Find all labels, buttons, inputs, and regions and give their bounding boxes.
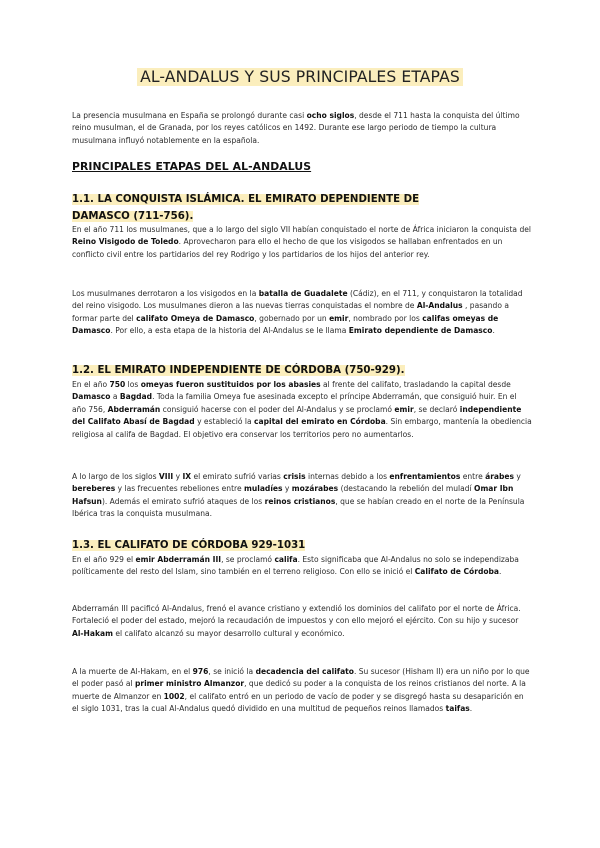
bold-text: primer ministro Almanzor xyxy=(134,679,245,689)
bold-text: capital del emirato en Córdoba xyxy=(254,417,386,427)
bold-text: Al-Andalus xyxy=(416,301,463,311)
section-3-heading-text: 1.3. EL CALIFATO DE CÓRDOBA 929-1031 xyxy=(72,540,306,551)
bold-text: IX xyxy=(182,472,192,481)
text-run: y las frecuentes rebeliones entre xyxy=(115,484,245,494)
text-run: , nombrado por los xyxy=(348,313,423,323)
text-run: (destacando la rebelión del muladí xyxy=(338,484,475,494)
section-2-heading xyxy=(72,362,405,379)
text-run: a xyxy=(110,392,120,402)
bold-text: taifas xyxy=(445,704,470,714)
text-run: y xyxy=(282,484,292,494)
bold-text: Abderramán xyxy=(107,404,161,414)
bold-text: emir xyxy=(394,404,414,414)
section-2-paragraph-1 xyxy=(72,379,532,441)
bold-text: VIII xyxy=(158,472,174,481)
page-title-text: AL-ANDALUS Y SUS PRINCIPALES ETAPAS xyxy=(137,68,463,86)
text-run: , se inició la xyxy=(208,667,256,676)
bold-text: independiente del Califato Abasí de Bagdad xyxy=(72,404,522,427)
bold-text: batalla de Guadalete xyxy=(258,289,348,298)
bold-text: Bagdad xyxy=(119,392,153,402)
section-3-paragraph-3 xyxy=(72,666,532,716)
text-run: y xyxy=(514,472,521,481)
text-run: Los musulmanes derrotaron a los visigodos en la xyxy=(72,289,259,298)
section-1-heading xyxy=(72,191,432,225)
bold-text: emir xyxy=(329,313,349,323)
section-1-paragraph-1 xyxy=(72,224,532,261)
bold-text: Damasco xyxy=(72,392,111,402)
text-run: A lo largo de los siglos xyxy=(72,472,159,481)
bold-text: enfrentamientos xyxy=(389,472,461,481)
section-3-paragraph-1 xyxy=(72,554,532,579)
bold-text: decadencia del califato xyxy=(255,667,354,676)
bold-text: Al-Hakam xyxy=(72,628,113,638)
bold-text: 976 xyxy=(192,667,209,676)
section-1-paragraph-2 xyxy=(72,288,532,338)
text-run: En el año xyxy=(72,380,110,389)
text-run: , desde el 711 hasta la conquista del último reino musulman, el de Granada, por los reyes católicos en 1492. Durante ese largo periodo de tiempo la cultura musulmana influyó notablemente en la española. xyxy=(72,111,520,145)
bold-text: omeyas fueron sustituidos por los abasies xyxy=(140,380,321,389)
text-run: el emirato sufrió varias xyxy=(191,472,284,481)
text-run: al frente del califato, trasladando la capital desde xyxy=(320,380,511,389)
text-run: , que dedicó su poder a la conquista de los reinos cristianos del norte. A la muerte de Almanzor en xyxy=(72,679,526,701)
text-run: . xyxy=(492,326,495,336)
text-run: consiguió hacerse con el poder del Al-Andalus y se proclamó xyxy=(160,404,395,414)
text-run: . xyxy=(499,567,502,577)
text-run: A la muerte de Al-Hakam, en el xyxy=(72,667,193,676)
text-run: Abderramán III pacificó Al-Andalus, frenó el avance cristiano y extendió los dominios del califato por el norte de África. Fortaleció el poder del estado, mejoró la recaudación de impuestos y con ello mejoró el ejército. Con su hijo y sucesor xyxy=(72,604,521,626)
text-run: y estableció la xyxy=(194,417,255,427)
text-run: . Aprovecharon para ello el hecho de que los visigodos se hallaban enfrentados en un conflicto civil entre los partidarios del rey Rodrigo y los partidarios de los hijos del anterior rey. xyxy=(72,237,503,259)
text-run: , pasando a formar parte del xyxy=(72,301,509,323)
section-subheading: PRINCIPALES ETAPAS DEL AL-ANDALUS xyxy=(72,160,312,173)
bold-text: Califato de Córdoba xyxy=(414,567,500,577)
text-run: y xyxy=(173,472,183,481)
section-3-paragraph-2 xyxy=(72,603,532,640)
text-run: . Su sucesor (Hisham II) era un niño por lo que el poder pasó al xyxy=(72,667,530,689)
bold-text: 1002 xyxy=(163,691,185,701)
bold-text: muladíes xyxy=(244,484,283,494)
text-run: entre xyxy=(460,472,486,481)
text-run: En el año 929 el xyxy=(72,555,136,564)
text-run: , se declaró xyxy=(413,404,460,414)
bold-text: Reino Visigodo de Toledo xyxy=(72,237,179,247)
text-run: (Cádiz), en el 711, y conquistaron la totalidad del reino visigodo. Los musulmanes dieron a las nuevas tierras conquistadas el nombre de xyxy=(72,289,523,311)
bold-text: árabes xyxy=(485,472,515,481)
text-run: . Toda la familia Omeya fue asesinada excepto el príncipe Abderramán, que consiguió huir. En el año 756, xyxy=(72,392,517,414)
text-run: . Por ello, a esta etapa de la historia del Al-Andalus se le llama xyxy=(110,326,349,336)
bold-text: crisis xyxy=(283,472,306,481)
bold-text: Omar Ibn Hafsun xyxy=(72,484,514,506)
section-1-heading-text: 1.1. LA CONQUISTA ISLÁMICA. EL EMIRATO DEPENDIENTE DE DAMASCO (711-756). xyxy=(72,194,420,222)
bold-text: califas omeyas de Damasco xyxy=(72,313,499,336)
bold-text: bereberes xyxy=(72,484,116,494)
bold-text: califa xyxy=(274,555,298,564)
text-run: el califato alcanzó su mayor desarrollo cultural y económico. xyxy=(112,628,345,638)
text-run: , que se habían creado en el norte de la Península Ibérica tras la conquista musulmana. xyxy=(72,496,525,519)
text-run: En el año 711 los musulmanes, que a lo largo del siglo VII habían conquistado el norte de África iniciaron la conquista del xyxy=(72,225,531,234)
section-2-paragraph-2 xyxy=(72,471,532,521)
text-run: . Esto significaba que Al-Andalus no solo se independizaba políticamente del resto del Islam, sino también en el terreno religioso. Con ello se inició el xyxy=(72,555,519,577)
bold-text: emir Abderramán III xyxy=(135,555,222,564)
text-run: ). Además el emirato sufrió ataques de los xyxy=(101,496,265,506)
section-3-heading xyxy=(72,537,305,554)
bold-text: mozárabes xyxy=(291,484,339,494)
text-run: , se proclamó xyxy=(221,555,275,564)
bold-text: califato Omeya de Damasco xyxy=(136,313,255,323)
bold-text: 750 xyxy=(109,380,126,389)
bold-text: reinos cristianos xyxy=(264,496,336,506)
text-run: . xyxy=(469,704,473,714)
text-run: La presencia musulmana en España se prolongó durante casi xyxy=(72,111,307,120)
bold-text: ocho siglos xyxy=(306,111,355,120)
text-run: , el califato entró en un periodo de vacío de poder y se disgregó hasta su desaparición en el siglo 1031, tras la cual Al-Andalus quedó dividido en una multitud de pequeños reinos llamados xyxy=(72,691,524,714)
text-run: . Sin embargo, mantenía la obediencia religiosa al califa de Bagdad. El objetivo era conservar los territorios pero no aumentarlos. xyxy=(72,417,532,439)
text-run: internas debido a los xyxy=(305,472,390,481)
text-run: los xyxy=(125,380,141,389)
page-title xyxy=(0,68,600,86)
text-run: , gobernado por un xyxy=(254,313,330,323)
section-2-heading-text: 1.2. EL EMIRATO INDEPENDIENTE DE CÓRDOBA (750-929). xyxy=(72,365,405,376)
intro-paragraph xyxy=(72,110,532,147)
bold-text: Emirato dependiente de Damasco xyxy=(348,326,493,336)
